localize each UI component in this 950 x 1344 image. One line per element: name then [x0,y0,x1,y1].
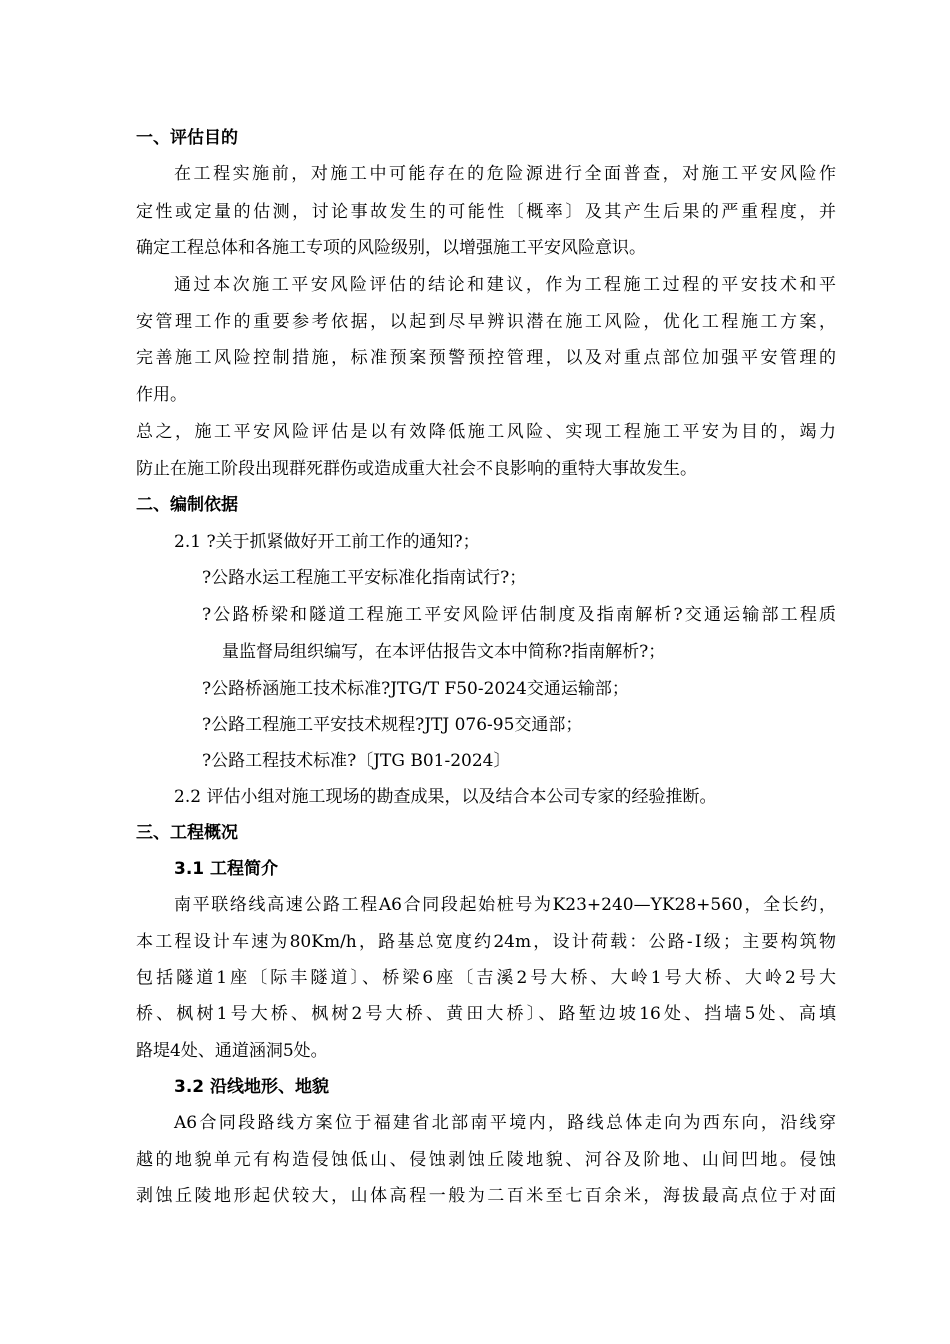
basis-item: ?公路桥梁和隧道工程施工平安风险评估制度及指南解析?交通运输部工程质 [202,605,836,625]
paragraph-line: 完善施工风险控制措施，标准预案预警预控管理，以及对重点部位加强平安管理的 [136,348,836,368]
paragraph-line: 防止在施工阶段出现群死群伤或造成重大社会不良影响的重特大事故发生。 [136,459,697,479]
paragraph-line: 安管理工作的重要参考依据，以起到尽早辨识潜在施工风险，优化工程施工方案， [136,312,836,332]
subsection-heading-intro: 3.1 工程简介 [174,859,279,879]
basis-item: 2.1 ?关于抓紧做好开工前工作的通知?； [174,532,480,552]
paragraph-line: 桥、枫树1号大桥、枫树2号大桥、黄田大桥〕、路堑边坡16处、挡墙5处、高填 [136,1004,836,1024]
paragraph-line: 越的地貌单元有构造侵蚀低山、侵蚀剥蚀丘陵地貌、河谷及阶地、山间凹地。侵蚀 [136,1150,836,1170]
paragraph-line: 本工程设计车速为80Km/h，路基总宽度约24m，设计荷载：公路-Ⅰ级；主要构筑物 [136,932,836,952]
paragraph-line: 包括隧道1座〔际丰隧道〕、桥梁6座〔吉溪2号大桥、大岭1号大桥、大岭2号大 [136,968,836,988]
paragraph-line: 剥蚀丘陵地形起伏较大，山体高程一般为二百米至七百余米，海拔最高点位于对面 [136,1186,836,1206]
basis-item: ?公路工程施工平安技术规程?JTJ 076-95交通部； [202,715,583,735]
section-heading-overview: 三、工程概况 [136,823,238,843]
basis-item: ?公路水运工程施工平安标准化指南试行?； [202,568,527,588]
section-heading-basis: 二、编制依据 [136,495,238,515]
paragraph-line: 在工程实施前，对施工中可能存在的危险源进行全面普查，对施工平安风险作 [174,164,836,184]
paragraph-line: 作用。 [136,385,187,405]
paragraph-line: 通过本次施工平安风险评估的结论和建议，作为工程施工过程的平安技术和平 [174,275,836,295]
section-heading-purpose: 一、评估目的 [136,128,238,148]
paragraph-line: 路堤4处、通道涵洞5处。 [136,1041,328,1061]
paragraph-line: A6合同段路线方案位于福建省北部南平境内，路线总体走向为西东向，沿线穿 [174,1113,836,1133]
paragraph-line: 南平联络线高速公路工程A6合同段起始桩号为K23+240—YK28+560，全长约， [174,895,836,915]
basis-item: ?公路工程技术标准?〔JTG B01-2024〕 [202,751,511,771]
paragraph-line: 定性或定量的估测，讨论事故发生的可能性〔概率〕及其产生后果的严重程度，并 [136,202,836,222]
basis-item: 2.2 评估小组对施工现场的勘查成果，以及结合本公司专家的经验推断。 [174,787,717,807]
paragraph-line: 总之，施工平安风险评估是以有效降低施工风险、实现工程施工平安为目的，竭力 [136,422,836,442]
basis-item: ?公路桥涵施工技术标准?JTG/T F50-2024交通运输部； [202,679,629,699]
basis-item: 量监督局组织编写，在本评估报告文本中简称?指南解析?； [222,642,666,662]
paragraph-line: 确定工程总体和各施工专项的风险级别，以增强施工平安风险意识。 [136,238,646,258]
subsection-heading-terrain: 3.2 沿线地形、地貌 [174,1077,330,1097]
